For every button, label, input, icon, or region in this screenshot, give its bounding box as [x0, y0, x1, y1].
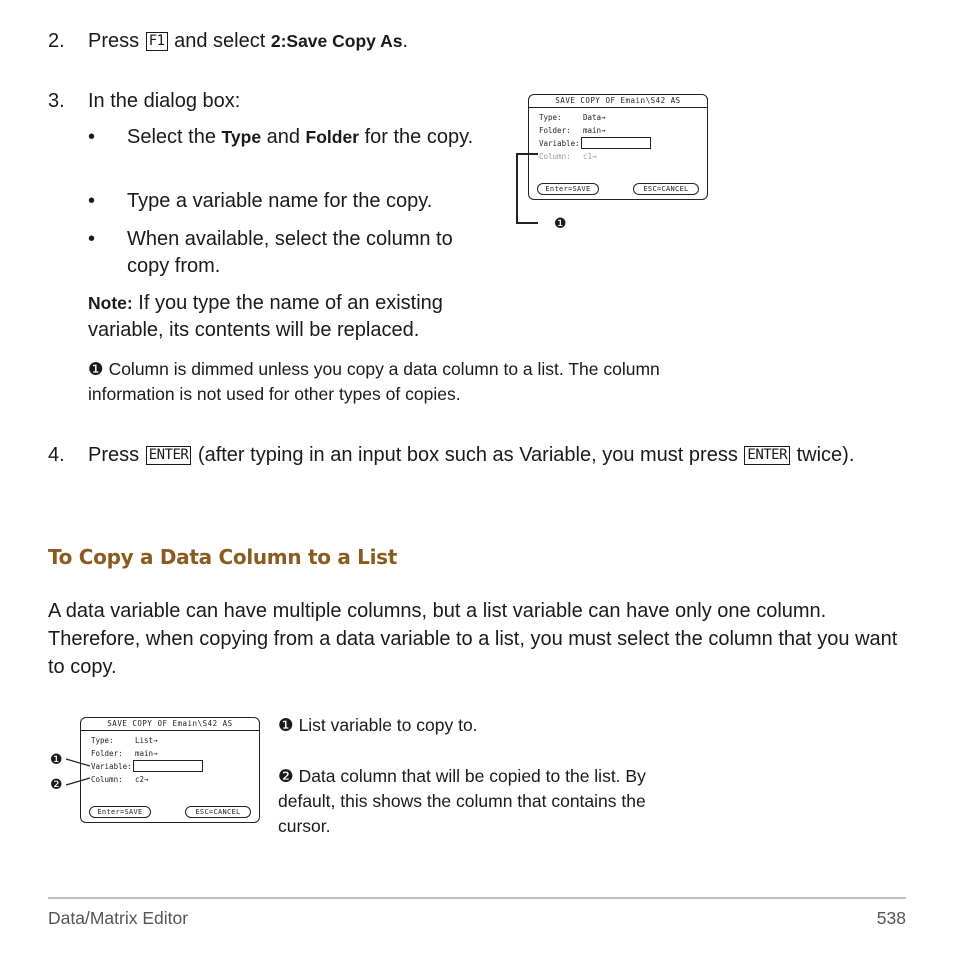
save-copy-list-screen [80, 717, 260, 823]
esc-cancel-button: ESC=CANCEL [185, 806, 251, 818]
callout-text: Data column that will be copied to the list. By default, this shows the column that contains the cursor. [278, 766, 646, 836]
variable-input [133, 760, 203, 772]
column-value: c1→ [583, 152, 597, 161]
variable-input [581, 137, 651, 149]
note-text: If you type the name of an existing variable, its contents will be replaced. [88, 292, 443, 341]
footer-section-title: Data/Matrix Editor [48, 908, 189, 928]
folder-value: main→ [583, 126, 606, 135]
save-copy-command: 2:Save Copy As [270, 31, 403, 51]
variable-label: Variable: [91, 762, 132, 771]
section-heading: To Copy a Data Column to a List [48, 545, 398, 569]
callout-line-2 [66, 778, 90, 785]
bullet-variable-name: Type a variable name for the copy. [127, 190, 433, 212]
note [88, 290, 488, 344]
column-label: Column: [539, 152, 571, 161]
bullet-marker: • [88, 228, 96, 250]
f1-key: F1 [146, 32, 168, 51]
folder-label: Folder: [539, 126, 571, 135]
step-4-end-text: twice). [796, 444, 855, 466]
bullet-text: and [261, 126, 306, 148]
esc-cancel-button: ESC=CANCEL [633, 183, 699, 195]
callout-marker-2: ❷ [50, 776, 63, 792]
step-2-text [88, 28, 408, 55]
step-3-intro: In the dialog box: [88, 90, 241, 112]
page-number: 538 [876, 908, 906, 928]
callout-marker-1: ❶ [50, 751, 63, 767]
section-paragraph: A data variable can have multiple columns, but a list variable can have only one column. Therefore, when copying from a data variable to a list, you must select the column that you want to copy. [48, 600, 898, 678]
enter-save-button: Enter=SAVE [537, 183, 599, 195]
type-value: List→ [135, 736, 158, 745]
folder-value: main→ [135, 749, 158, 758]
step-number: 4. [48, 444, 65, 466]
callout-marker: ❶ [278, 715, 294, 735]
callout-data-column [278, 764, 658, 839]
type-label: Type: [91, 736, 114, 745]
footer-divider [48, 897, 906, 899]
column-label: Column: [91, 775, 123, 784]
callout-line [516, 153, 518, 223]
callout-marker: ❷ [278, 766, 294, 786]
bullet-select-column: When available, select the column to copy from. [127, 228, 453, 277]
variable-label: Variable: [539, 139, 580, 148]
callout-lines [64, 755, 94, 795]
callout-list-variable [278, 713, 658, 738]
folder-term: Folder [305, 127, 360, 147]
enter-save-button: Enter=SAVE [89, 806, 151, 818]
type-value: Data→ [583, 113, 606, 122]
bullet-type-folder [127, 124, 487, 151]
dialog-title: SAVE COPY OF Emain\S42 AS [81, 718, 259, 731]
step-4-text [88, 442, 888, 469]
press-word: Press [88, 30, 140, 52]
bullet-text: for the copy. [359, 126, 474, 148]
callout-text: Column is dimmed unless you copy a data column to a list. The column information is not used for other types of copies. [88, 359, 660, 404]
callout-line [516, 222, 538, 224]
bullet-marker: • [88, 190, 96, 212]
bullet-marker: • [88, 126, 96, 148]
callout-marker: ❶ [88, 359, 104, 379]
and-select-text: and select [174, 30, 266, 52]
step-number: 3. [48, 90, 65, 112]
type-label: Type: [539, 113, 562, 122]
callout-line [516, 153, 538, 155]
enter-key: ENTER [744, 446, 790, 465]
callout-marker-1: ❶ [554, 215, 567, 231]
step-number: 2. [48, 30, 65, 52]
callout-column-dimmed [88, 357, 688, 407]
press-word: Press [88, 444, 140, 466]
step-4-mid-text: (after typing in an input box such as Variable, you must press [197, 444, 738, 466]
note-label: Note: [88, 293, 133, 313]
folder-label: Folder: [91, 749, 123, 758]
callout-line-1 [66, 759, 90, 766]
bullet-text: Select the [127, 126, 222, 148]
dialog-title: SAVE COPY OF Emain\S42 AS [529, 95, 707, 108]
column-value: c2→ [135, 775, 149, 784]
type-term: Type [221, 127, 262, 147]
save-copy-dialog-screen [528, 94, 708, 200]
enter-key: ENTER [146, 446, 192, 465]
callout-text: List variable to copy to. [293, 715, 478, 735]
period: . [402, 30, 409, 52]
